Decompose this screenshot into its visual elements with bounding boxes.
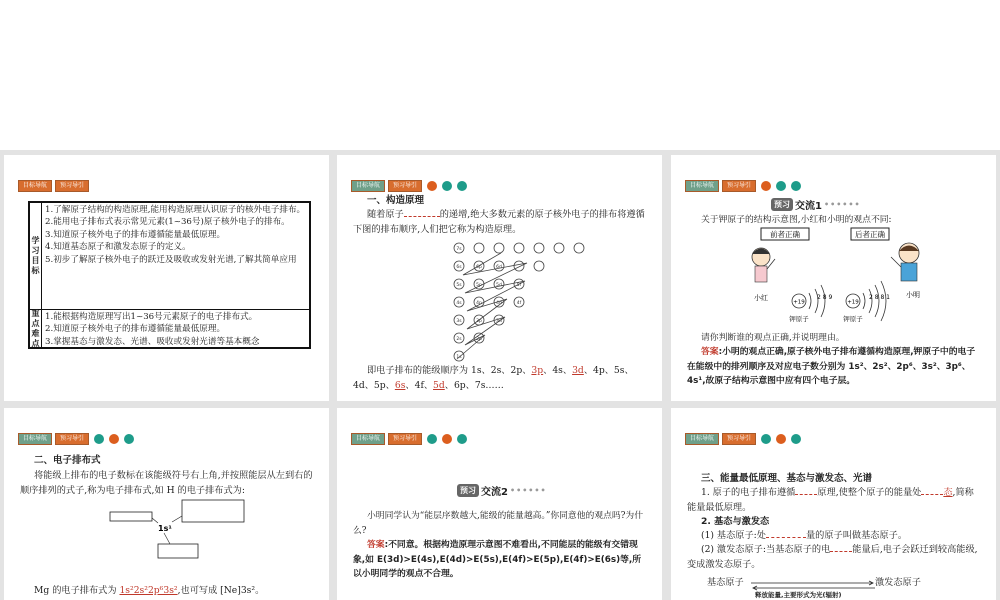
slide-electron-configuration[interactable] bbox=[4, 408, 329, 600]
tab-goal-nav[interactable]: 目标导航 bbox=[685, 180, 719, 192]
orbital-label: 5d bbox=[496, 283, 502, 288]
mg-text: Mg 的电子排布式为 bbox=[34, 585, 120, 596]
fill-blank[interactable] bbox=[921, 486, 943, 495]
lowest-energy-paragraph bbox=[687, 486, 983, 515]
nav-dot-3[interactable] bbox=[791, 434, 801, 444]
tab-preview[interactable]: 预习导引 bbox=[388, 433, 422, 445]
sign-right-text: 后者正确 bbox=[855, 230, 885, 239]
h-config-formula: 1s¹ bbox=[158, 524, 172, 533]
atom-left-shells: 2 8 9 bbox=[817, 294, 833, 301]
mg-text: ,也可写成 [Ne]3s²。 bbox=[177, 585, 265, 596]
slide-learning-goals[interactable] bbox=[4, 155, 329, 401]
nav-dot-3[interactable] bbox=[124, 434, 134, 444]
tab-preview[interactable]: 预习导引 bbox=[722, 433, 756, 445]
orbital-label: 6p bbox=[476, 265, 482, 270]
slide-aufbau-principle[interactable] bbox=[337, 155, 662, 401]
tab-preview[interactable]: 预习导引 bbox=[55, 180, 89, 192]
fill-blank[interactable] bbox=[795, 486, 817, 495]
para-text: 量的原子叫做基态原子。 bbox=[805, 530, 908, 541]
goals-list bbox=[43, 204, 309, 266]
energy-order-text bbox=[353, 363, 649, 393]
slide-discussion-1[interactable] bbox=[671, 155, 996, 401]
order-text: 、4p、5s、4d、5p、 bbox=[353, 365, 634, 391]
discussion-title: 交流2 bbox=[481, 487, 508, 498]
ground-state-label: 基态原子 bbox=[707, 577, 744, 588]
dots-decoration: •••••• bbox=[509, 486, 547, 495]
para-text: (2) 激发态原子:当基态原子的电 bbox=[701, 544, 831, 555]
slide-nav bbox=[351, 180, 467, 192]
tab-goal-nav[interactable]: 目标导航 bbox=[685, 433, 719, 445]
nav-dot-1[interactable] bbox=[761, 434, 771, 444]
config-paragraph: 将能级上排布的电子数标在该能级符号右上角,并按照能层从左到右的顺序排列的式子,称为电子排布式,如 H 的电子排布式为: bbox=[20, 470, 313, 496]
key-point-item: 3.掌握基态与激发态、光谱、吸收或发射光谱等基本概念 bbox=[45, 336, 260, 347]
answer-6s: 6s bbox=[394, 380, 406, 391]
orbital-label: 4d bbox=[496, 301, 502, 306]
answer-state: 态 bbox=[943, 487, 953, 498]
goal-item: 4.知道基态原子和激发态原子的定义。 bbox=[45, 242, 191, 253]
slide-nav bbox=[351, 433, 467, 445]
nav-dot-1[interactable] bbox=[427, 181, 437, 191]
discussion-header bbox=[771, 197, 861, 212]
slide-nav bbox=[18, 180, 89, 192]
fill-blank[interactable] bbox=[766, 529, 806, 538]
orbital-label: 4p bbox=[476, 301, 482, 306]
para-text: 1. 原子的电子排布遵循 bbox=[701, 487, 796, 498]
orbital-label: 1s bbox=[456, 355, 462, 360]
goals-label: 学习目标 bbox=[30, 203, 42, 309]
name-right: 小明 bbox=[906, 291, 920, 299]
mg-config-line bbox=[34, 584, 264, 599]
preview-badge: 预习 bbox=[457, 484, 479, 497]
answer-block bbox=[687, 345, 983, 389]
orbital-label: 5f bbox=[516, 283, 522, 288]
discussion-intro: 关于钾原子的结构示意图,小红和小明的观点不同: bbox=[701, 215, 892, 225]
section-heading: 一、构造原理 bbox=[367, 195, 425, 206]
answer-text: :不同意。根据构造原理示意图不难看出,不同能层的能级有交错现象,如 E(3d)>E(4s),E(4d)>E(5s),E(4f)>E(5p),E(4f)>E(6s)等,所以小明同学的观点不合理。 bbox=[353, 540, 642, 579]
preview-badge: 预习 bbox=[771, 198, 793, 211]
nav-dot-2[interactable] bbox=[109, 434, 119, 444]
atom-right-nucleus: +19 bbox=[847, 299, 859, 306]
release-energy-note: 释放能量,主要形式为光(辐射) bbox=[755, 591, 842, 599]
config-notation-diagram bbox=[104, 498, 254, 563]
fill-blank[interactable] bbox=[830, 543, 852, 552]
tab-goal-nav[interactable]: 目标导航 bbox=[351, 180, 385, 192]
orbital-label: 2s bbox=[456, 337, 462, 342]
para-text: ,简称能量最低原理。 bbox=[687, 487, 974, 513]
table-divider bbox=[30, 309, 309, 310]
answer-3p: 3p bbox=[531, 365, 544, 376]
answer-5d: 5d bbox=[433, 380, 445, 391]
nav-dot-3[interactable] bbox=[791, 181, 801, 191]
nav-dot-2[interactable] bbox=[442, 181, 452, 191]
orbital-label: 3p bbox=[476, 319, 482, 324]
orbital-label: 2p bbox=[476, 337, 482, 342]
nav-dot-1[interactable] bbox=[94, 434, 104, 444]
para-text: 能量后,电子会跃迁到较高能级,变成激发态原子。 bbox=[687, 544, 978, 570]
tab-preview[interactable]: 预习导引 bbox=[388, 180, 422, 192]
key-point-item: 2.知道原子核外电子的排布遵循能量最低原理。 bbox=[45, 324, 226, 335]
slide-nav bbox=[18, 433, 134, 445]
caption-right: 钾原子 bbox=[843, 315, 863, 323]
excited-state-label: 激发态原子 bbox=[875, 577, 921, 588]
nav-dot-3[interactable] bbox=[457, 181, 467, 191]
discussion-title: 交流1 bbox=[795, 201, 822, 212]
nav-dot-2[interactable] bbox=[442, 434, 452, 444]
slide-nav bbox=[685, 433, 801, 445]
slide-discussion-2[interactable] bbox=[337, 408, 662, 600]
key-point-item: 1.能根据构造原理写出1~36号元素原子的电子排布式。 bbox=[45, 312, 258, 322]
order-text: 、6p、7s…… bbox=[444, 380, 504, 391]
para-text: (1) 基态原子:处 bbox=[701, 530, 766, 541]
dots-decoration: •••••• bbox=[823, 200, 861, 209]
nav-dot-1[interactable] bbox=[761, 181, 771, 191]
discussion-question: 小明同学认为“能层序数越大,能级的能量越高。”你同意他的观点吗?为什么? bbox=[353, 511, 644, 536]
atom-left-nucleus: +19 bbox=[793, 299, 805, 306]
caption-left: 钾原子 bbox=[789, 315, 809, 323]
tab-preview[interactable]: 预习导引 bbox=[722, 180, 756, 192]
ground-state-def bbox=[701, 529, 907, 544]
nav-dot-1[interactable] bbox=[427, 434, 437, 444]
answer-label: 答案 bbox=[701, 347, 719, 357]
orbital-label: 4s bbox=[456, 301, 462, 306]
nav-dot-3[interactable] bbox=[457, 434, 467, 444]
tab-preview[interactable]: 预习导引 bbox=[55, 433, 89, 445]
excited-state-def bbox=[687, 543, 983, 572]
potassium-illustration bbox=[741, 227, 931, 325]
sign-left-text: 前者正确 bbox=[770, 230, 800, 239]
answer-3d: 3d bbox=[572, 365, 584, 376]
goal-item: 2.能用电子排布式表示常见元素(1~36号)原子核外电子的排布。 bbox=[45, 217, 290, 228]
para-text: 原理,使整个原子的能量处 bbox=[817, 487, 922, 498]
goal-item: 5.初步了解原子核外电子的跃迁及吸收或发射光谱,了解其简单应用 bbox=[45, 254, 297, 265]
section-heading: 二、电子排布式 bbox=[34, 455, 101, 466]
blank-top-area bbox=[0, 0, 1000, 150]
key-points-label: 重点难点 bbox=[30, 310, 42, 347]
section-heading: 三、能量最低原理、基态与激发态、光谱 bbox=[701, 473, 873, 484]
atom-right-shells: 2 8 8 1 bbox=[869, 294, 890, 301]
goal-item: 3.知道原子核外电子的排布遵循能量最低原理。 bbox=[45, 229, 226, 240]
order-text: 、4s、 bbox=[543, 365, 573, 376]
orbital-label: 3s bbox=[456, 319, 462, 324]
name-left: 小红 bbox=[754, 294, 768, 302]
slide-ground-excited-state[interactable] bbox=[671, 408, 996, 600]
discussion-header bbox=[457, 483, 547, 498]
tab-goal-nav[interactable]: 目标导航 bbox=[351, 433, 385, 445]
goal-item: 1.了解原子结构的构造原理,能用构造原理认识原子的核外电子排布。 bbox=[45, 205, 306, 215]
tab-goal-nav[interactable]: 目标导航 bbox=[18, 433, 52, 445]
slide-nav bbox=[685, 180, 801, 192]
aufbau-paragraph bbox=[353, 208, 649, 237]
orbital-label: 3d bbox=[496, 319, 502, 324]
answer-text: :小明的观点正确,原子核外电子排布遵循构造原理,钾原子中的电子在能级中的排列顺序及对应电子数分别为 1s²、2s²、2p⁶、3s²、3p⁶、4s¹,故原子结构示意图中应有四个电子层。 bbox=[687, 347, 976, 386]
orbital-label: 4f bbox=[516, 301, 522, 306]
girl-figure bbox=[752, 248, 775, 282]
nav-dot-2[interactable] bbox=[776, 181, 786, 191]
nav-dot-2[interactable] bbox=[776, 434, 786, 444]
orbital-label: 5p bbox=[476, 283, 482, 288]
mg-formula-answer: 1s²2s²2p⁶3s² bbox=[119, 585, 178, 596]
orbital-label: 5s bbox=[456, 283, 462, 288]
orbital-label: 7s bbox=[456, 247, 462, 252]
para-text: 的递增,绝大多数元素的原子核外电子的排布将遵循下图的排布顺序,人们把它称为构造原理。 bbox=[353, 209, 645, 235]
aufbau-diagram bbox=[437, 237, 587, 367]
subheading-ground-excited: 2. 基态与激发态 bbox=[701, 516, 770, 527]
answer-label: 答案 bbox=[367, 540, 385, 550]
boy-figure bbox=[891, 243, 919, 281]
order-text: 即电子排布的能级顺序为 1s、2s、2p、 bbox=[367, 365, 532, 376]
fill-blank[interactable] bbox=[404, 208, 440, 217]
goals-table bbox=[28, 201, 311, 349]
answer-block bbox=[353, 538, 649, 582]
para-text: 随着原子 bbox=[367, 209, 404, 220]
orbital-label: 6d bbox=[496, 265, 502, 270]
key-points-list bbox=[43, 311, 309, 348]
orbital-label: 6s bbox=[456, 265, 462, 270]
order-text: 、4f、 bbox=[405, 380, 434, 391]
tab-goal-nav[interactable]: 目标导航 bbox=[18, 180, 52, 192]
discussion-question: 请你判断谁的观点正确,并说明理由。 bbox=[701, 333, 845, 343]
